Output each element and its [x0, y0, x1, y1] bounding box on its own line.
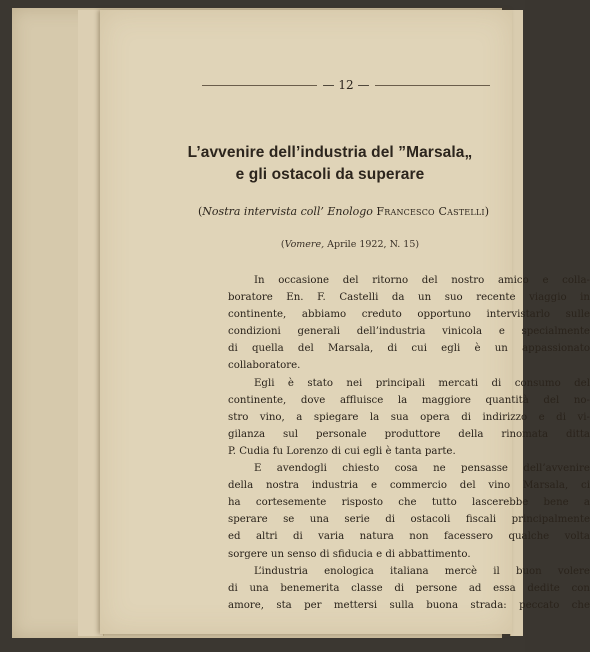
page-number-text: — 12 — — [317, 78, 376, 92]
subtitle-italic: Nostra intervista coll’ Enologo — [202, 205, 373, 218]
paragraph — [228, 563, 590, 614]
article-body — [228, 272, 590, 614]
text-line: E avendogli chiesto cosa ne pensasse dell’avvenire — [254, 463, 590, 475]
text-line: sperare se una serie di ostacoli fiscali principalmente — [228, 514, 590, 526]
article-title — [160, 142, 500, 186]
text-line: ed altri di varia natura non facessero qualche volta — [228, 531, 590, 543]
title-line-1: L’avvenire dell’industria del ”Marsala„ — [187, 144, 473, 161]
subtitle-open: ( — [198, 205, 203, 218]
text-line: di quella del Marsala, di cui egli è un appassionato — [228, 343, 590, 355]
title-line-2: e gli ostacoli da superare — [235, 166, 425, 183]
text-line: gilanza sul personale produttore della rinomata ditta — [228, 428, 590, 440]
text-line: stro vino, a spiegare la sua opera di indirizzo e di vi- — [228, 411, 590, 423]
subtitle-author: Francesco Castelli — [376, 205, 485, 218]
source-open: ( — [280, 239, 285, 250]
document-page — [100, 10, 590, 634]
article-subtitle — [198, 204, 508, 220]
text-line: L’industria enologica italiana mercè il buon volere — [254, 565, 590, 577]
article-source — [200, 238, 500, 252]
text-line: boratore En. F. Castelli da un suo recente viaggio in — [228, 292, 590, 304]
text-line: condizioni generali dell’industria vinicola e specialmente — [228, 326, 590, 338]
text-line: P. Cudia fu Lorenzo di cui egli è tanta parte. — [228, 445, 456, 457]
subtitle-close: ) — [484, 205, 490, 218]
text-line: continente, dove affluisce la maggiore quantità del no- — [228, 394, 590, 406]
text-line: sorgere un senso di sfiducia e di abbattimento. — [228, 548, 471, 560]
text-line: di una benemerita classe di persone ad essa dedite con — [228, 582, 590, 594]
paragraph — [228, 375, 590, 460]
text-line: della nostra industria e commercio del vino Marsala, ci — [228, 480, 590, 492]
paragraph — [228, 460, 590, 563]
text-line: Egli è stato nei principali mercati di consumo del — [254, 377, 590, 389]
source-date: Aprile 1922, N. 15) — [324, 239, 420, 250]
text-line: continente, abbiamo creduto opportuno intervistarlo sulle — [228, 309, 590, 321]
text-line: ha cortesemente risposto che tutto lascerebbe bene a — [228, 497, 590, 509]
source-publication: Vomere, — [284, 239, 325, 250]
text-line: collaboratore. — [228, 360, 301, 372]
text-line: In occasione del ritorno del nostro amico e colla- — [254, 275, 590, 286]
paragraph — [228, 272, 590, 375]
text-line: amore, sta per mettersi sulla buona strada: peccato che — [228, 599, 590, 611]
page-number — [202, 76, 490, 94]
